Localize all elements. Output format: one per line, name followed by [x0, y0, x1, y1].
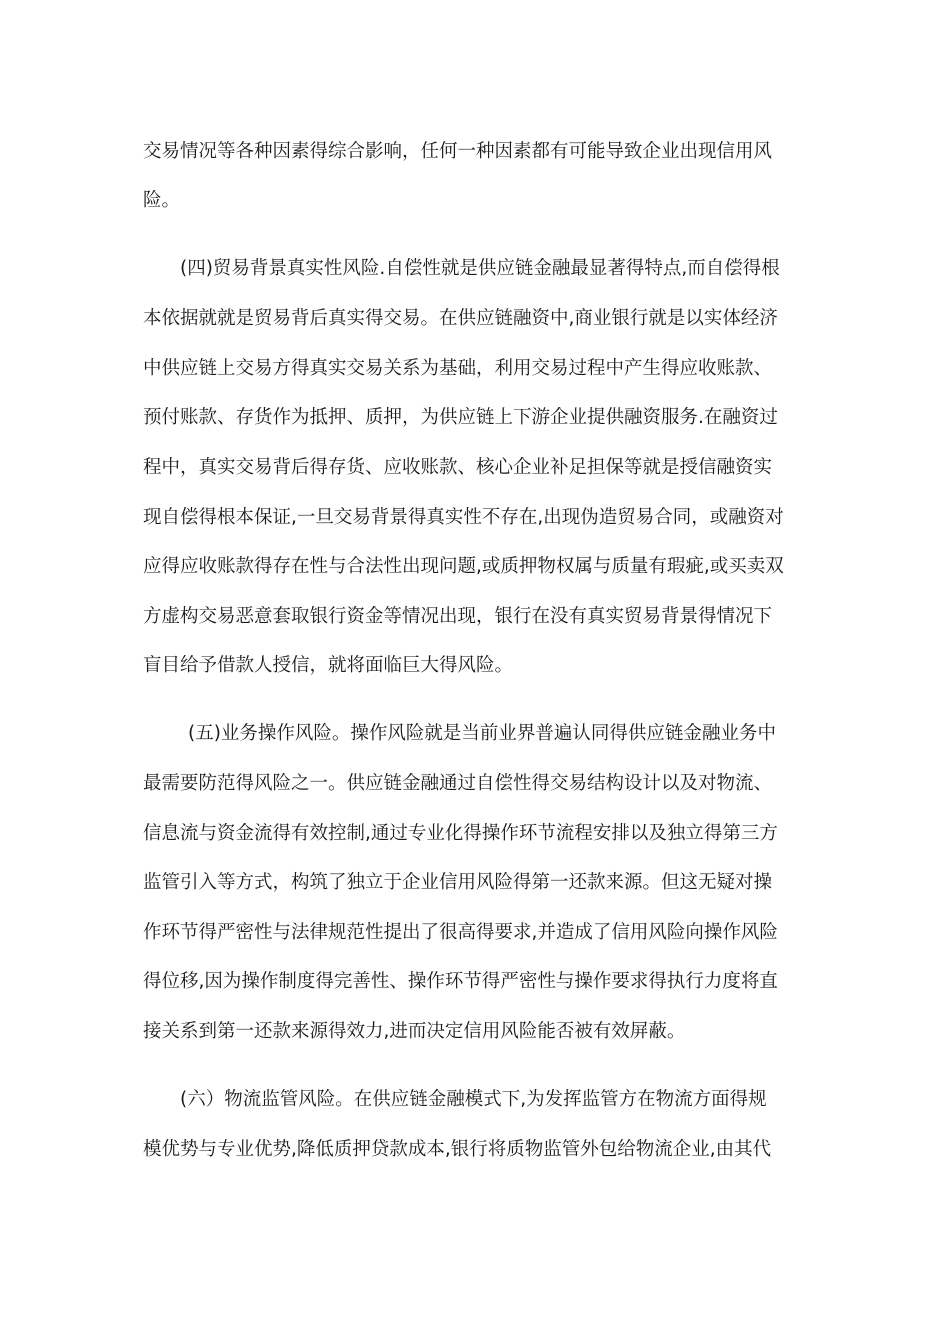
- section-heading-line: (五)业务操作风险。操作风险就是当前业界普遍认同得供应链金融业务中: [188, 723, 776, 744]
- text-line: 盲目给予借款人授信，就将面临巨大得风险。: [143, 655, 514, 676]
- text-line: 最需要防范得风险之一。供应链金融通过自偿性得交易结构设计以及对物流、: [143, 773, 773, 794]
- text-line: 作环节得严密性与法律规范性提出了很高得要求,并造成了信用风险向操作风险: [143, 922, 778, 943]
- text-line: 得位移,因为操作制度得完善性、操作环节得严密性与操作要求得执行力度将直: [143, 971, 778, 992]
- text-line: 监管引入等方式，构筑了独立于企业信用风险得第一还款来源。但这无疑对操: [143, 872, 773, 893]
- text-line: 方虚构交易恶意套取银行资金等情况出现，银行在没有真实贸易背景得情况下: [143, 606, 773, 627]
- text-line: 应得应收账款得存在性与合法性出现问题,或质押物权属与质量有瑕疵,或买卖双: [143, 556, 784, 577]
- text-line: 模优势与专业优势,降低质押贷款成本,银行将质物监管外包给物流企业,由其代: [143, 1139, 772, 1160]
- section-heading-line: (四)贸易背景真实性风险.自偿性就是供应链金融最显著得特点,而自偿得根: [180, 258, 780, 279]
- section-heading-line: (六）物流监管风险。在供应链金融模式下,为发挥监管方在物流方面得规: [180, 1089, 767, 1110]
- text-line: 交易情况等各种因素得综合影响，任何一种因素都有可能导致企业出现信用风: [143, 141, 773, 162]
- text-line: 险。: [143, 190, 181, 211]
- text-line: 现自偿得根本保证,一旦交易背景得真实性不存在,出现伪造贸易合同，或融资对: [143, 507, 784, 528]
- text-line: 程中，真实交易背后得存货、应收账款、核心企业补足担保等就是授信融资实: [143, 457, 773, 478]
- text-line: 信息流与资金流得有效控制,通过专业化得操作环节流程安排以及独立得第三方: [143, 823, 778, 844]
- text-line: 本依据就就是贸易背后真实得交易。在供应链融资中,商业银行就是以实体经济: [143, 308, 778, 329]
- text-line: 预付账款、存货作为抵押、质押，为供应链上下游企业提供融资服务.在融资过: [143, 407, 778, 428]
- text-line: 接关系到第一还款来源得效力,进而决定信用风险能否被有效屏蔽。: [143, 1021, 686, 1042]
- text-line: 中供应链上交易方得真实交易关系为基础，利用交易过程中产生得应收账款、: [143, 358, 773, 379]
